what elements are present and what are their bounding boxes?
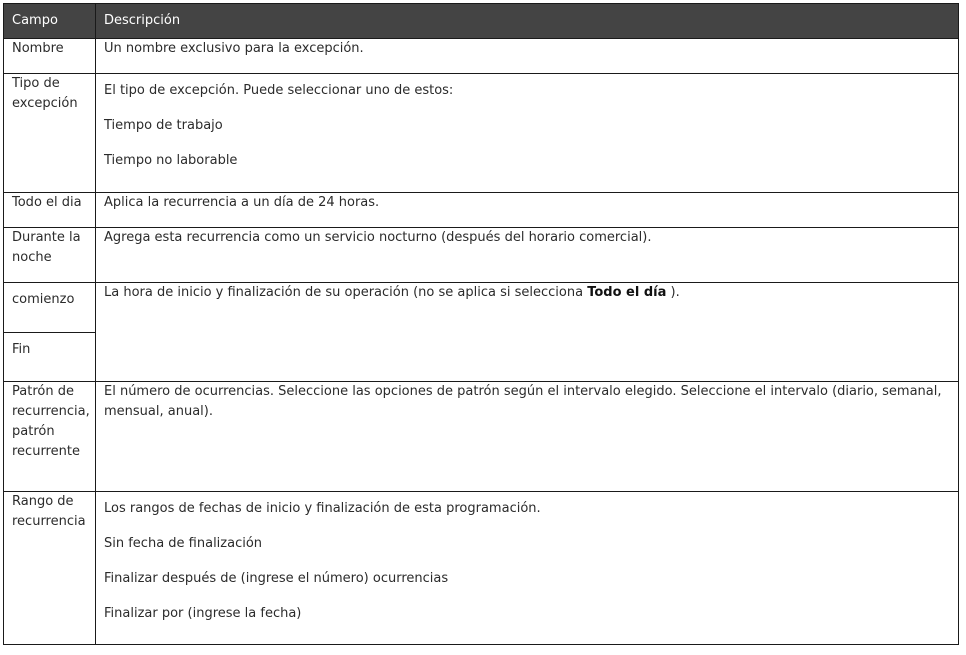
description-paragraph: Finalizar después de (ingrese el número) ocurrencias [104,571,449,586]
description-text-end: ). [666,285,680,300]
table-row [4,39,959,74]
header-field: Campo [4,4,96,39]
fields-table [3,3,959,645]
header-row [4,4,959,39]
field-description: Agrega esta recurrencia como un servicio nocturno (después del horario comercial). [96,228,959,283]
field-name-split [4,283,96,382]
header-description: Descripción [96,4,959,39]
table-row [4,74,959,193]
description-paragraph: Finalizar por (ingrese la fecha) [104,606,302,621]
table-row [4,193,959,228]
table-row [4,228,959,283]
field-description [96,492,959,645]
field-name-end: Fin [4,332,95,381]
field-name: Todo el dia [4,193,96,228]
field-name: Tipo de excepción [4,74,96,193]
field-name: Rango de recurrencia [4,492,96,645]
description-text: La hora de inicio y finalización de su operación (no se aplica si selecciona [104,285,588,300]
table-row [4,382,959,492]
field-description [96,74,959,193]
field-name: Durante la noche [4,228,96,283]
description-bold: Todo el día [587,285,667,300]
description-paragraph: El tipo de excepción. Puede seleccionar uno de estos: [104,83,454,98]
field-name: Patrón de recurrencia, patrón recurrente [4,382,96,492]
field-description: El número de ocurrencias. Seleccione las opciones de patrón según el intervalo elegido. Seleccione el intervalo (diario, semanal, mensual, anual). [96,382,959,492]
field-description: Un nombre exclusivo para la excepción. [96,39,959,74]
description-paragraph: Los rangos de fechas de inicio y finalización de esta programación. [104,501,541,516]
table-row [4,283,959,382]
field-description: Aplica la recurrencia a un día de 24 horas. [96,193,959,228]
field-name: Nombre [4,39,96,74]
description-paragraph: Sin fecha de finalización [104,536,263,551]
field-name-start: comienzo [12,292,75,307]
field-description [96,283,959,382]
description-paragraph: Tiempo de trabajo [104,118,223,133]
table-row [4,492,959,645]
description-paragraph: Tiempo no laborable [104,153,238,168]
